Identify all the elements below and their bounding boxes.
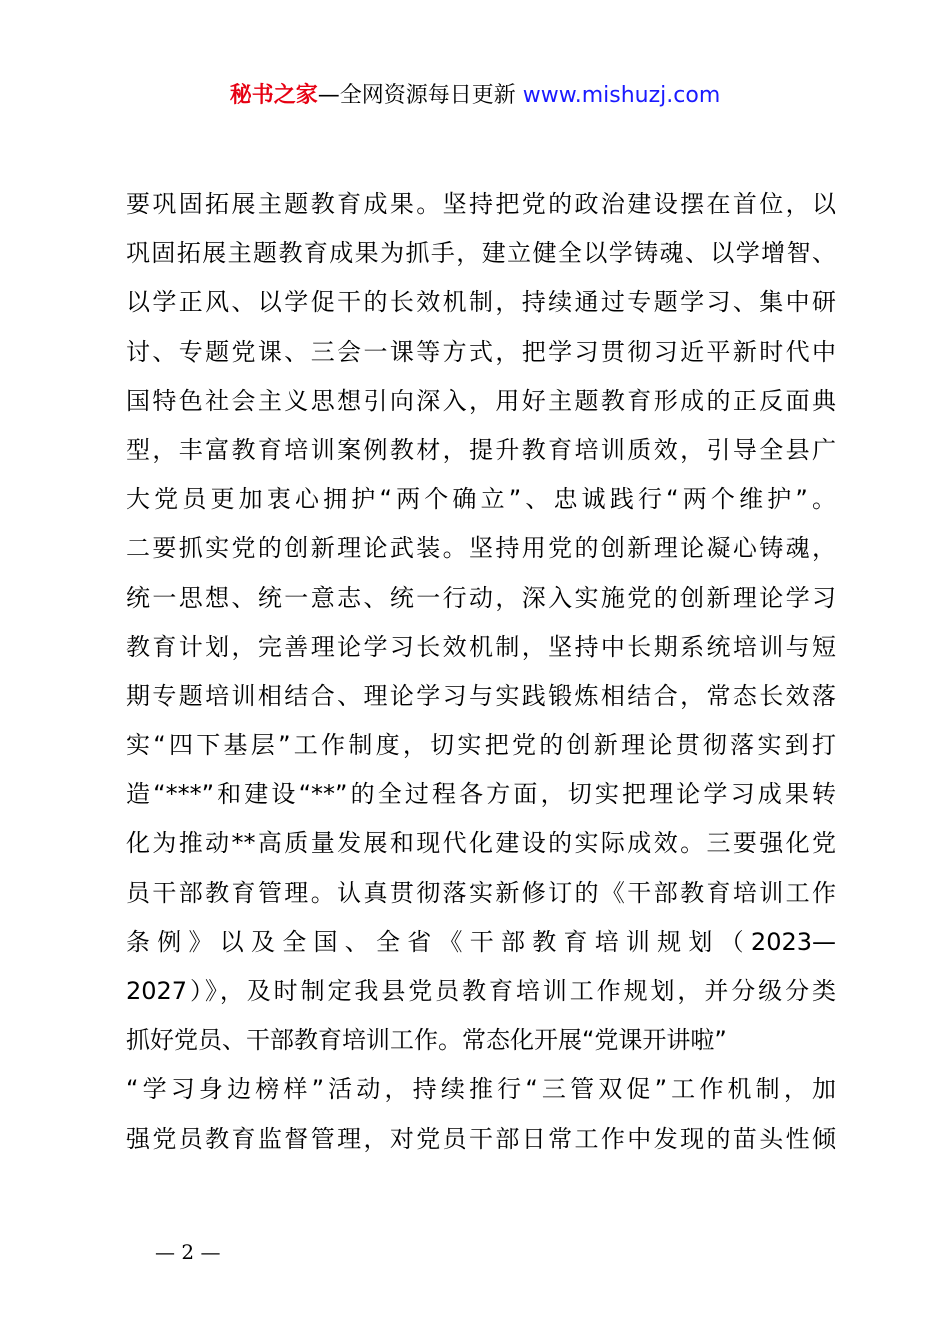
document-body xyxy=(126,180,836,1164)
body-line: 2027）》，及时制定我县党员教育培训工作规划，并分级分类 xyxy=(126,977,836,1005)
body-line: 要巩固拓展主题教育成果。坚持把党的政治建设摆在首位，以 xyxy=(126,190,836,218)
body-line: 型，丰富教育培训案例教材，提升教育培训质效，引导全县广 xyxy=(126,435,836,464)
body-line: 期专题培训相结合、理论学习与实践锻炼相结合，常态长效落 xyxy=(126,681,836,710)
body-line: “学习身边榜样”活动，持续推行“三管双促”工作机制，加 xyxy=(126,1075,836,1104)
body-line: 强党员教育监督管理，对党员干部日常工作中发现的苗头性倾 xyxy=(126,1124,836,1153)
page-number: — 2 — xyxy=(155,1240,221,1264)
body-line: 造“***”和建设“**”的全过程各方面，切实把理论学习成果转 xyxy=(126,780,836,809)
body-line: 实“四下基层”工作制度，切实把党的创新理论贯彻落实到打 xyxy=(126,731,836,760)
site-brand: 秘书之家 xyxy=(229,83,318,108)
body-line: 条例》以及全国、全省《干部教育培训规划（2023— xyxy=(126,927,836,956)
body-line: 讨、专题党课、三会一课等方式，把学习贯彻习近平新时代中 xyxy=(126,337,836,366)
site-tagline: —全网资源每日更新 xyxy=(317,83,516,108)
body-line: 化为推动**高质量发展和现代化建设的实际成效。三要强化党 xyxy=(126,829,836,858)
body-line: 员干部教育管理。认真贯彻落实新修订的《干部教育培训工作 xyxy=(126,878,836,907)
body-line: 二要抓实党的创新理论武装。坚持用党的创新理论凝心铸魂， xyxy=(126,534,836,563)
site-header xyxy=(0,80,950,112)
body-line: 抓好党员、干部教育培训工作。常态化开展“党课开讲啦” xyxy=(126,1026,727,1055)
body-line: 统一思想、统一意志、统一行动，深入实施党的创新理论学习 xyxy=(126,583,836,612)
body-line: 教育计划，完善理论学习长效机制，坚持中长期系统培训与短 xyxy=(126,632,836,661)
body-line: 巩固拓展主题教育成果为抓手，建立健全以学铸魂、以学增智、 xyxy=(126,239,836,268)
site-url-link[interactable]: www.mishuzj.com xyxy=(522,83,721,108)
body-line: 以学正风、以学促干的长效机制，持续通过专题学习、集中研 xyxy=(126,288,836,317)
body-line: 大党员更加衷心拥护“两个确立”、忠诚践行“两个维护”。 xyxy=(126,485,836,514)
body-line: 国特色社会主义思想引向深入，用好主题教育形成的正反面典 xyxy=(126,386,836,415)
